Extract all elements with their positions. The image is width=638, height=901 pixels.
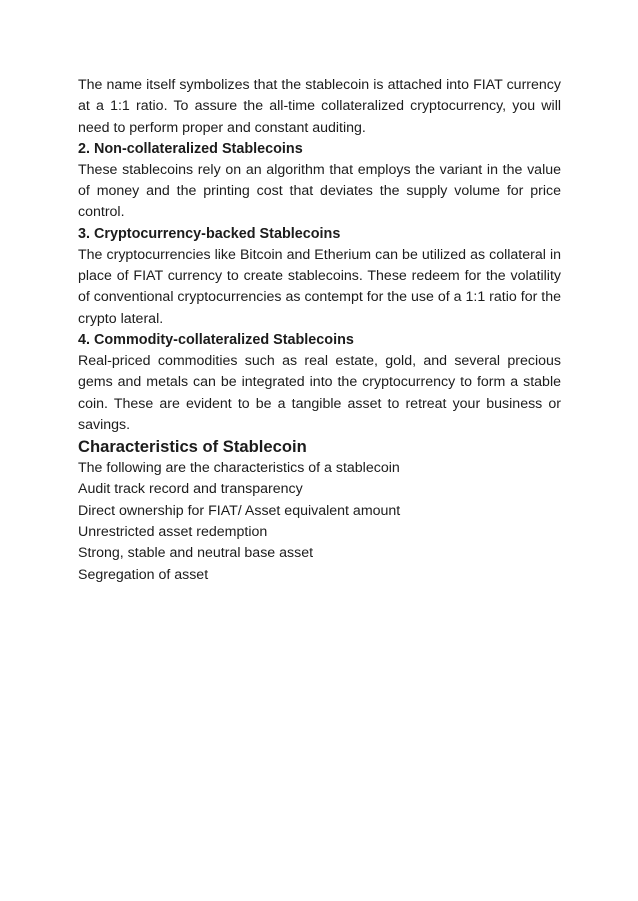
- list-item: Unrestricted asset redemption: [78, 524, 268, 541]
- characteristics-intro: The following are the characteristics of a stablecoin: [78, 460, 400, 477]
- section-heading-commodity-collateralized: 4. Commodity-collateralized Stablecoins: [78, 331, 354, 348]
- section-text-non-collateralized: These stablecoins rely on an algorithm that employs the variant in the value of money and the printing cost that deviates the supply volume for price control.: [78, 161, 561, 221]
- document-page: [78, 75, 561, 586]
- section-text-commodity-collateralized: Real-priced commodities such as real estate, gold, and several precious gems and metals can be integrated into the cryptocurrency to form a stable coin. These are evident to be a tangible asset to retreat your business or savings.: [78, 352, 561, 433]
- list-item: Strong, stable and neutral base asset: [78, 545, 314, 562]
- section-text-crypto-backed: The cryptocurrencies like Bitcoin and Etherium can be utilized as collateral in place of FIAT currency to create stablecoins. These redeem for the volatility of conventional cryptocurrencies as contempt for the use of a 1:1 ratio for the crypto lateral.: [78, 246, 561, 327]
- section-heading-crypto-backed: 3. Cryptocurrency-backed Stablecoins: [78, 225, 341, 242]
- list-item: Audit track record and transparency: [78, 481, 303, 498]
- list-item: Direct ownership for FIAT/ Asset equivalent amount: [78, 502, 401, 519]
- intro-paragraph: The name itself symbolizes that the stablecoin is attached into FIAT currency at a 1:1 ratio. To assure the all-time collateralized cryptocurrency, you will need to perform proper and constant auditing.: [78, 77, 561, 136]
- characteristics-heading: Characteristics of Stablecoin: [78, 437, 307, 457]
- list-item: Segregation of asset: [78, 566, 209, 583]
- characteristics-list: [78, 479, 561, 585]
- section-heading-non-collateralized: 2. Non-collateralized Stablecoins: [78, 140, 303, 157]
